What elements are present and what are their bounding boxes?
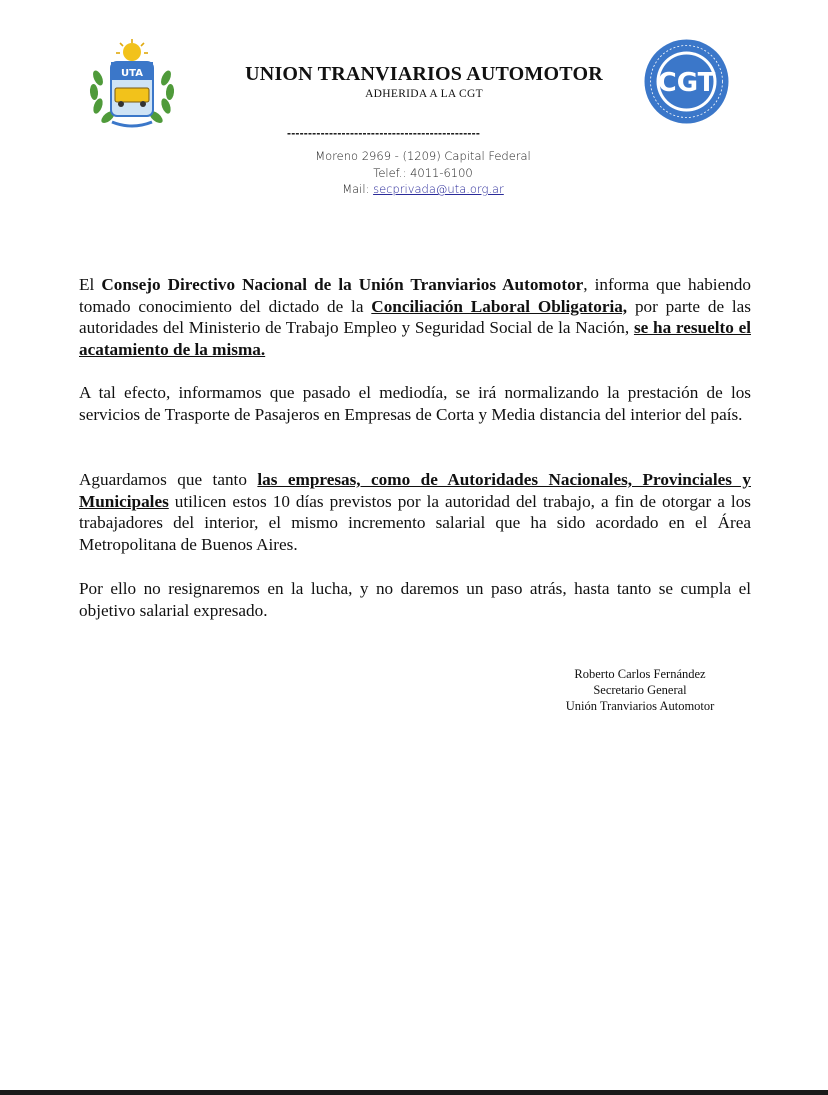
p1-text-2: , informa que habiendo tomado conocimiento del dictado de la bbox=[79, 275, 751, 316]
phone-line: Telef.: 4011-6100 bbox=[373, 166, 473, 180]
signature-block bbox=[540, 666, 740, 714]
address-line: Moreno 2969 - (1209) Capital Federal bbox=[315, 149, 531, 163]
svg-text:UTA: UTA bbox=[121, 68, 143, 79]
sun-icon bbox=[116, 39, 148, 61]
p1-text-1: El bbox=[79, 275, 102, 294]
signature-name: Roberto Carlos Fernández bbox=[574, 667, 706, 681]
affiliation-line: ADHERIDA A LA CGT bbox=[365, 88, 483, 100]
paragraph-4: Por ello no resignaremos en la lucha, y no daremos un paso atrás, hasta tanto se cumpla el objetivo salarial expresado. bbox=[79, 579, 751, 620]
cgt-logo bbox=[643, 38, 730, 125]
p1-bold-council: Consejo Directivo Nacional de la Unión Tranviarios Automotor bbox=[101, 275, 584, 294]
paragraph-2: A tal efecto, informamos que pasado el mediodía, se irá normalizando la prestación de los servicios de Trasporte de Pasajeros en Empresas de Corta y Media distancia del interior del país. bbox=[79, 383, 751, 424]
p3-text-2: utilicen estos 10 días previstos por la autoridad del trabajo, a fin de otorgar a los trabajadores del interior, el mismo incremento salarial que ha sido acordado en el Área Metropolitana de Buenos Aires. bbox=[79, 491, 751, 554]
organization-name: UNION TRANVIARIOS AUTOMOTOR bbox=[245, 63, 603, 85]
mail-label: Mail: bbox=[342, 182, 370, 196]
mail-link[interactable]: secprivada@uta.org.ar bbox=[373, 182, 504, 196]
p3-underline-authorities: las empresas, como de Autoridades Nacionales, Provinciales y Municipales bbox=[79, 470, 751, 511]
signature-role: Secretario General bbox=[593, 683, 687, 697]
header-divider: ---------------------------------------------- bbox=[287, 126, 481, 140]
p1-underline-conciliation: Conciliación Laboral Obligatoria, bbox=[371, 296, 628, 316]
mail-line bbox=[250, 182, 596, 196]
svg-text:CGT: CGT bbox=[657, 68, 716, 98]
bottom-rule bbox=[0, 1090, 828, 1095]
p1-underline-resolution: se ha resuelto el acatamiento de la misma. bbox=[79, 318, 751, 359]
p1-text-3: por parte de las autoridades del Ministerio de Trabajo Empleo y Seguridad Social de la Nación, bbox=[79, 296, 751, 337]
p3-text-1: Aguardamos que tanto bbox=[79, 470, 258, 489]
signature-organization: Unión Tranviarios Automotor bbox=[565, 699, 715, 713]
paragraph-3 bbox=[79, 469, 751, 555]
paragraph-1 bbox=[79, 274, 751, 360]
